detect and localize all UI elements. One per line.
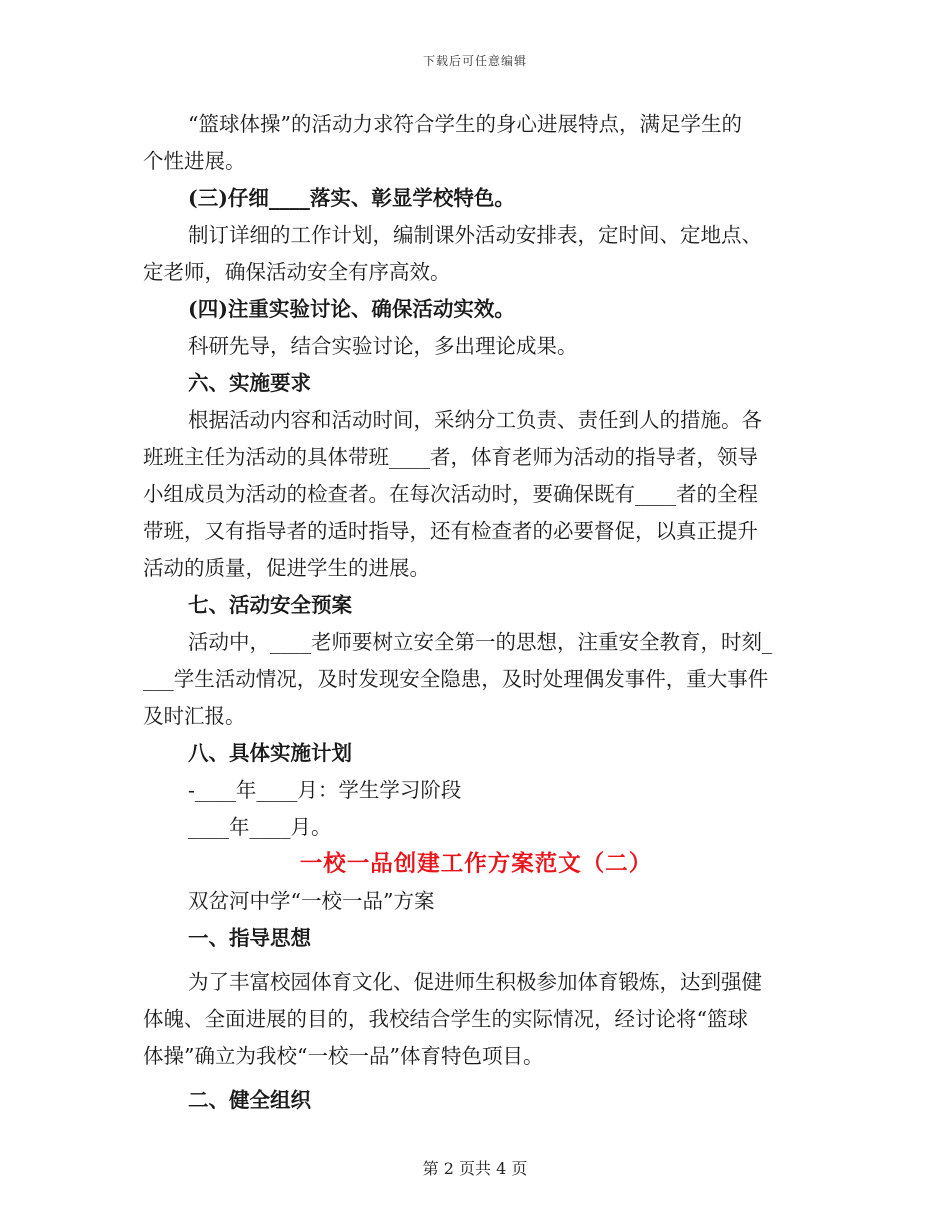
paragraph-line: 双岔河中学“一校一品”方案 <box>188 889 435 913</box>
paragraph-line: “篮球体操”的活动力求符合学生的身心进展特点，满足学生的 <box>188 112 742 136</box>
section-heading: 八、具体实施计划 <box>188 741 352 765</box>
paragraph-line: 班班主任为活动的具体带班____者，体育老师为活动的指导者，领导 <box>143 445 758 469</box>
paragraph-line: 科研先导，结合实验讨论，多出理论成果。 <box>188 334 578 358</box>
document-title: 一校一品创建工作方案范文（二） <box>299 851 653 877</box>
paragraph-line: 活动的质量，促进学生的进展。 <box>143 556 430 580</box>
page-header: 下载后可任意编辑 <box>422 54 527 68</box>
paragraph-line: 体魄、全面进展的目的，我校结合学生的实际情况，经讨论将“篮球 <box>143 1007 748 1031</box>
document-body <box>143 106 809 1119</box>
section-heading: 二、健全组织 <box>188 1088 311 1112</box>
spacer <box>143 1075 809 1082</box>
paragraph-line: 小组成员为活动的检查者。在每次活动时，要确保既有____者的全程 <box>143 482 758 506</box>
paragraph-line: 带班，又有指导者的适时指导，还有检查者的必要督促，以真正提升 <box>143 519 758 543</box>
paragraph-line: 个性进展。 <box>143 149 246 173</box>
paragraph-line: ___学生活动情况，及时发现安全隐患，及时处理偶发事件，重大事件 <box>143 667 769 691</box>
paragraph-line: 及时汇报。 <box>143 704 246 728</box>
paragraph-line: ____年____月。 <box>188 815 332 839</box>
paragraph-line: 体操”确立为我校“一校一品”体育特色项目。 <box>143 1044 544 1068</box>
paragraph-line: 根据活动内容和活动时间，采纳分工负责、责任到人的措施。各 <box>188 408 762 432</box>
section-heading: (四)注重实验讨论、确保活动实效。 <box>188 297 515 321</box>
section-heading: 一、指导思想 <box>188 926 311 950</box>
paragraph-line: -____年____月：学生学习阶段 <box>188 778 462 802</box>
paragraph-line: 定老师，确保活动安全有序高效。 <box>143 260 451 284</box>
section-heading: 七、活动安全预案 <box>188 593 352 617</box>
section-heading: (三)仔细____落实、彰显学校特色。 <box>188 186 515 210</box>
spacer <box>143 957 809 964</box>
page-footer: 第 2 页共 4 页 <box>422 1159 528 1178</box>
paragraph-line: 为了丰富校园体育文化、促进师生积极参加体育锻炼，达到强健 <box>188 970 762 994</box>
paragraph-line: 活动中，____老师要树立安全第一的思想，注重安全教育，时刻_ <box>188 630 773 654</box>
section-heading: 六、实施要求 <box>188 371 311 395</box>
paragraph-line: 制订详细的工作计划，编制课外活动安排表，定时间、定地点、 <box>188 223 762 247</box>
